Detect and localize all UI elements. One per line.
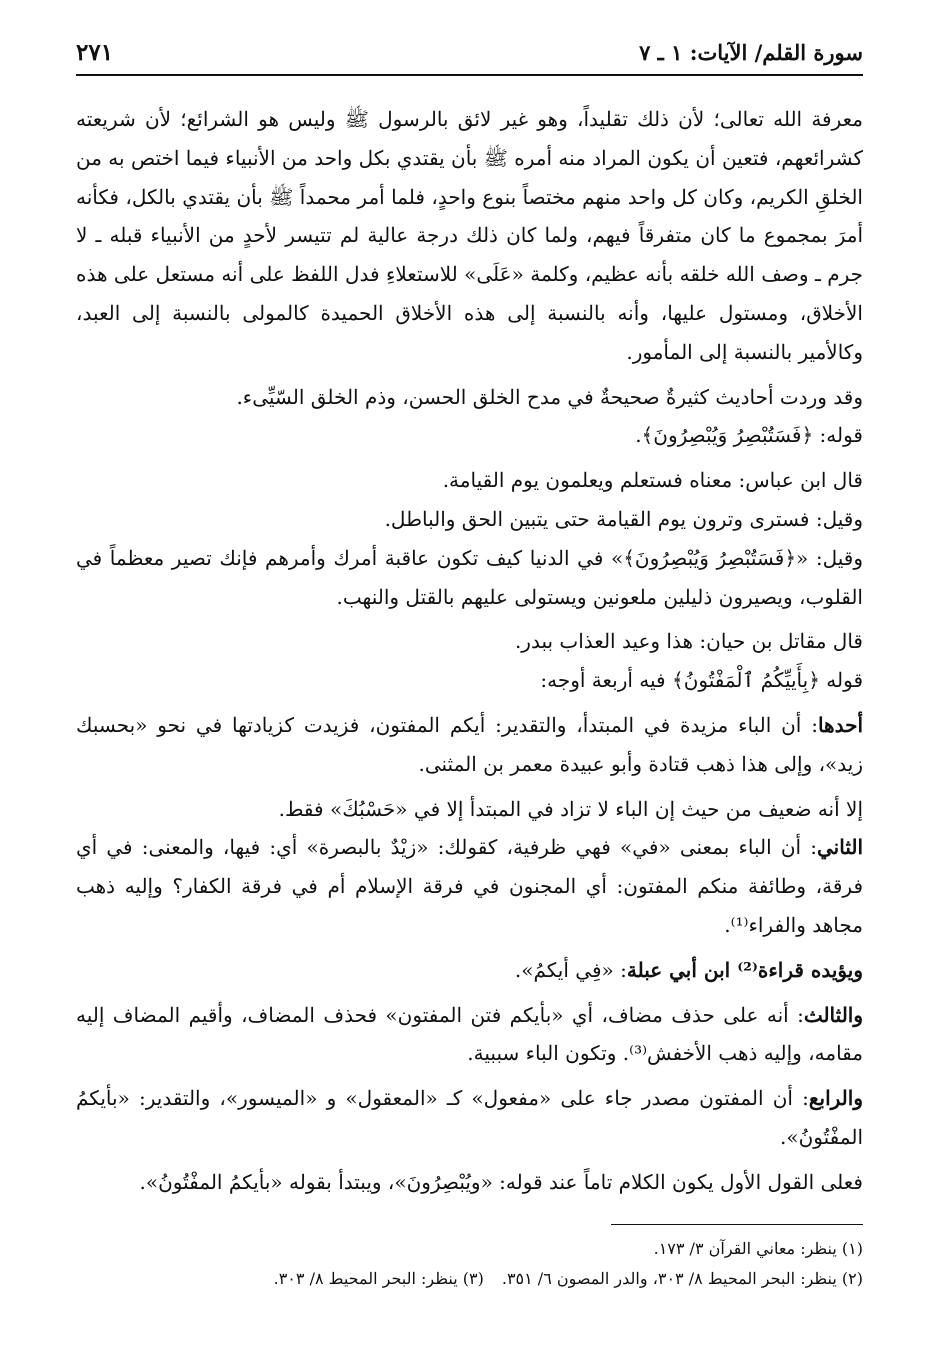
paragraph-first-view — [76, 706, 863, 784]
paragraph-text: : أن المفتون مصدر جاء على «مفعول» كـ «المعقول» و «الميسور»، والتقدير: «بأيكمُ المفْتُونُ». — [76, 1086, 863, 1149]
lead-word: ويؤيده قراءة⁽²⁾ ابن أبي عبلة — [626, 957, 863, 982]
footnote: (٢) ينظر: البحر المحيط ٨/ ٣٠٣، والدر المصون ٦/ ٣٥١. — [501, 1269, 863, 1288]
paragraph-text: : أنه على حذف مضاف، أي «بأيكم فتن المفتون» فحذف المضاف، وأقيم المضاف إليه مقامه، وإليه ذهب الأخفش⁽³⁾. وتكون الباء سببية. — [76, 1002, 863, 1066]
paragraph-third-view — [76, 996, 863, 1074]
paragraph: قال مقاتل بن حيان: هذا وعيد العذاب ببدر. — [514, 629, 863, 654]
lead-word: الثاني — [816, 835, 863, 860]
footnotes — [76, 1234, 863, 1294]
paragraph-fourth-view — [76, 1079, 863, 1157]
page-number: ٢٧١ — [76, 38, 114, 66]
lead-word: أحدها — [817, 712, 864, 737]
footnote: (٣) ينظر: البحر المحيط ٨/ ٣٠٣. — [273, 1269, 484, 1288]
footnote-rule — [611, 1224, 863, 1225]
verse-quote-line: قوله: ﴿فَسَتُبْصِرُ وَيُبْصِرُونَ﴾. — [635, 423, 863, 448]
lead-word: والرابع — [808, 1086, 863, 1111]
paragraph: إلا أنه ضعيف من حيث إن الباء لا تزاد في المبتدأ إلا في «حَسْبُكَ» فقط. — [278, 796, 863, 821]
paragraph: قال ابن عباس: معناه فستعلم ويعلمون يوم القيامة. — [442, 468, 863, 493]
paragraph-text: : أن الباء مزيدة في المبتدأ، والتقدير: أيكم المفتون، فزيدت كزيادتها في نحو «بحسبك زيد»، وإلى هذا ذهب قتادة وأبو عبيدة معمر بن المثنى. — [76, 712, 863, 776]
paragraph-reading — [76, 951, 863, 990]
verse-quote-line: قوله ﴿بِأَييِّكُمُ ٱلْمَفْتُونُ﴾ فيه أربعة أوجه: — [540, 668, 863, 693]
surah-title: سورة القلم/ الآيات: ١ ـ ٧ — [639, 39, 863, 65]
footnote: (١) ينظر: معاني القرآن ٣/ ١٧٣. — [653, 1239, 863, 1258]
paragraph-text: : «فِي أيكمُ». — [514, 957, 627, 982]
header-rule — [76, 74, 863, 76]
main-text — [76, 100, 863, 1202]
paragraph-second-view — [76, 828, 863, 944]
running-header — [76, 30, 863, 74]
paragraph: وقيل: «﴿فَسَتُبْصِرُ وَيُبْصِرُونَ﴾» في الدنيا كيف تكون عاقبة أمرك وأمرهم فإنك تصير معظماً في القلوب، ويصيرون ذليلين ملعونين ويستولى عليهم بالقتل والنهب. — [76, 545, 863, 609]
footnote-row — [76, 1264, 863, 1294]
paragraph: فعلى القول الأول يكون الكلام تاماً عند قوله: «ويُبْصِرُونَ»، ويبتدأ بقوله «بأيكمُ المفْتُونُ». — [139, 1169, 863, 1194]
paragraph-text: : أن الباء بمعنى «في» فهي ظرفية، كقولك: «زيْدٌ بالبصرة» أي: فيها، والمعنى: في أي فرقة، وطائفة منكم المفتون: أي المجنون في فرقة الإسلام أم في فرقة الكفار؟ وإليه ذهب مجاهد والفراء⁽¹⁾. — [76, 835, 864, 937]
paragraph: معرفة الله تعالى؛ لأن ذلك تقليداً، وهو غير لائق بالرسول ﷺ وليس هو الشرائع؛ لأن شريعته كشرائعهم، فتعين أن يكون المراد منه أمره ﷺ بأن يقتدي بكل واحد من الأنبياء فيما اختص به من الخلقِ الكريم، وكان كل واحد منهم مختصاً بنوع واحدٍ، فلما أمر محمداً ﷺ بأن يقتدي بالكل، فكأنه أمرَ بمجموع ما كان متفرقاً فيهم، ولما كان ذلك درجة عالية لم تتيسر لأحدٍ من الأنبياء قبله ـ لا جرم ـ وصف الله خلقه بأنه عظيم، وكلمة «عَلَى» للاستعلاءِ فدل اللفظ على أنه مستعل على هذه الأخلاق، ومستول عليها، وأنه بالنسبة إلى هذه الأخلاق الحميدة كالمولى بالنسبة إلى العبد، وكالأمير بالنسبة إلى المأمور. — [76, 107, 863, 364]
paragraph: وقد وردت أحاديث كثيرةٌ صحيحةٌ في مدح الخلق الحسن، وذم الخلق السّيِّىء. — [236, 384, 863, 409]
lead-word: والثالث — [803, 1002, 863, 1027]
paragraph: وقيل: فسترى وترون يوم القيامة حتى يتبين الحق والباطل. — [384, 506, 863, 531]
